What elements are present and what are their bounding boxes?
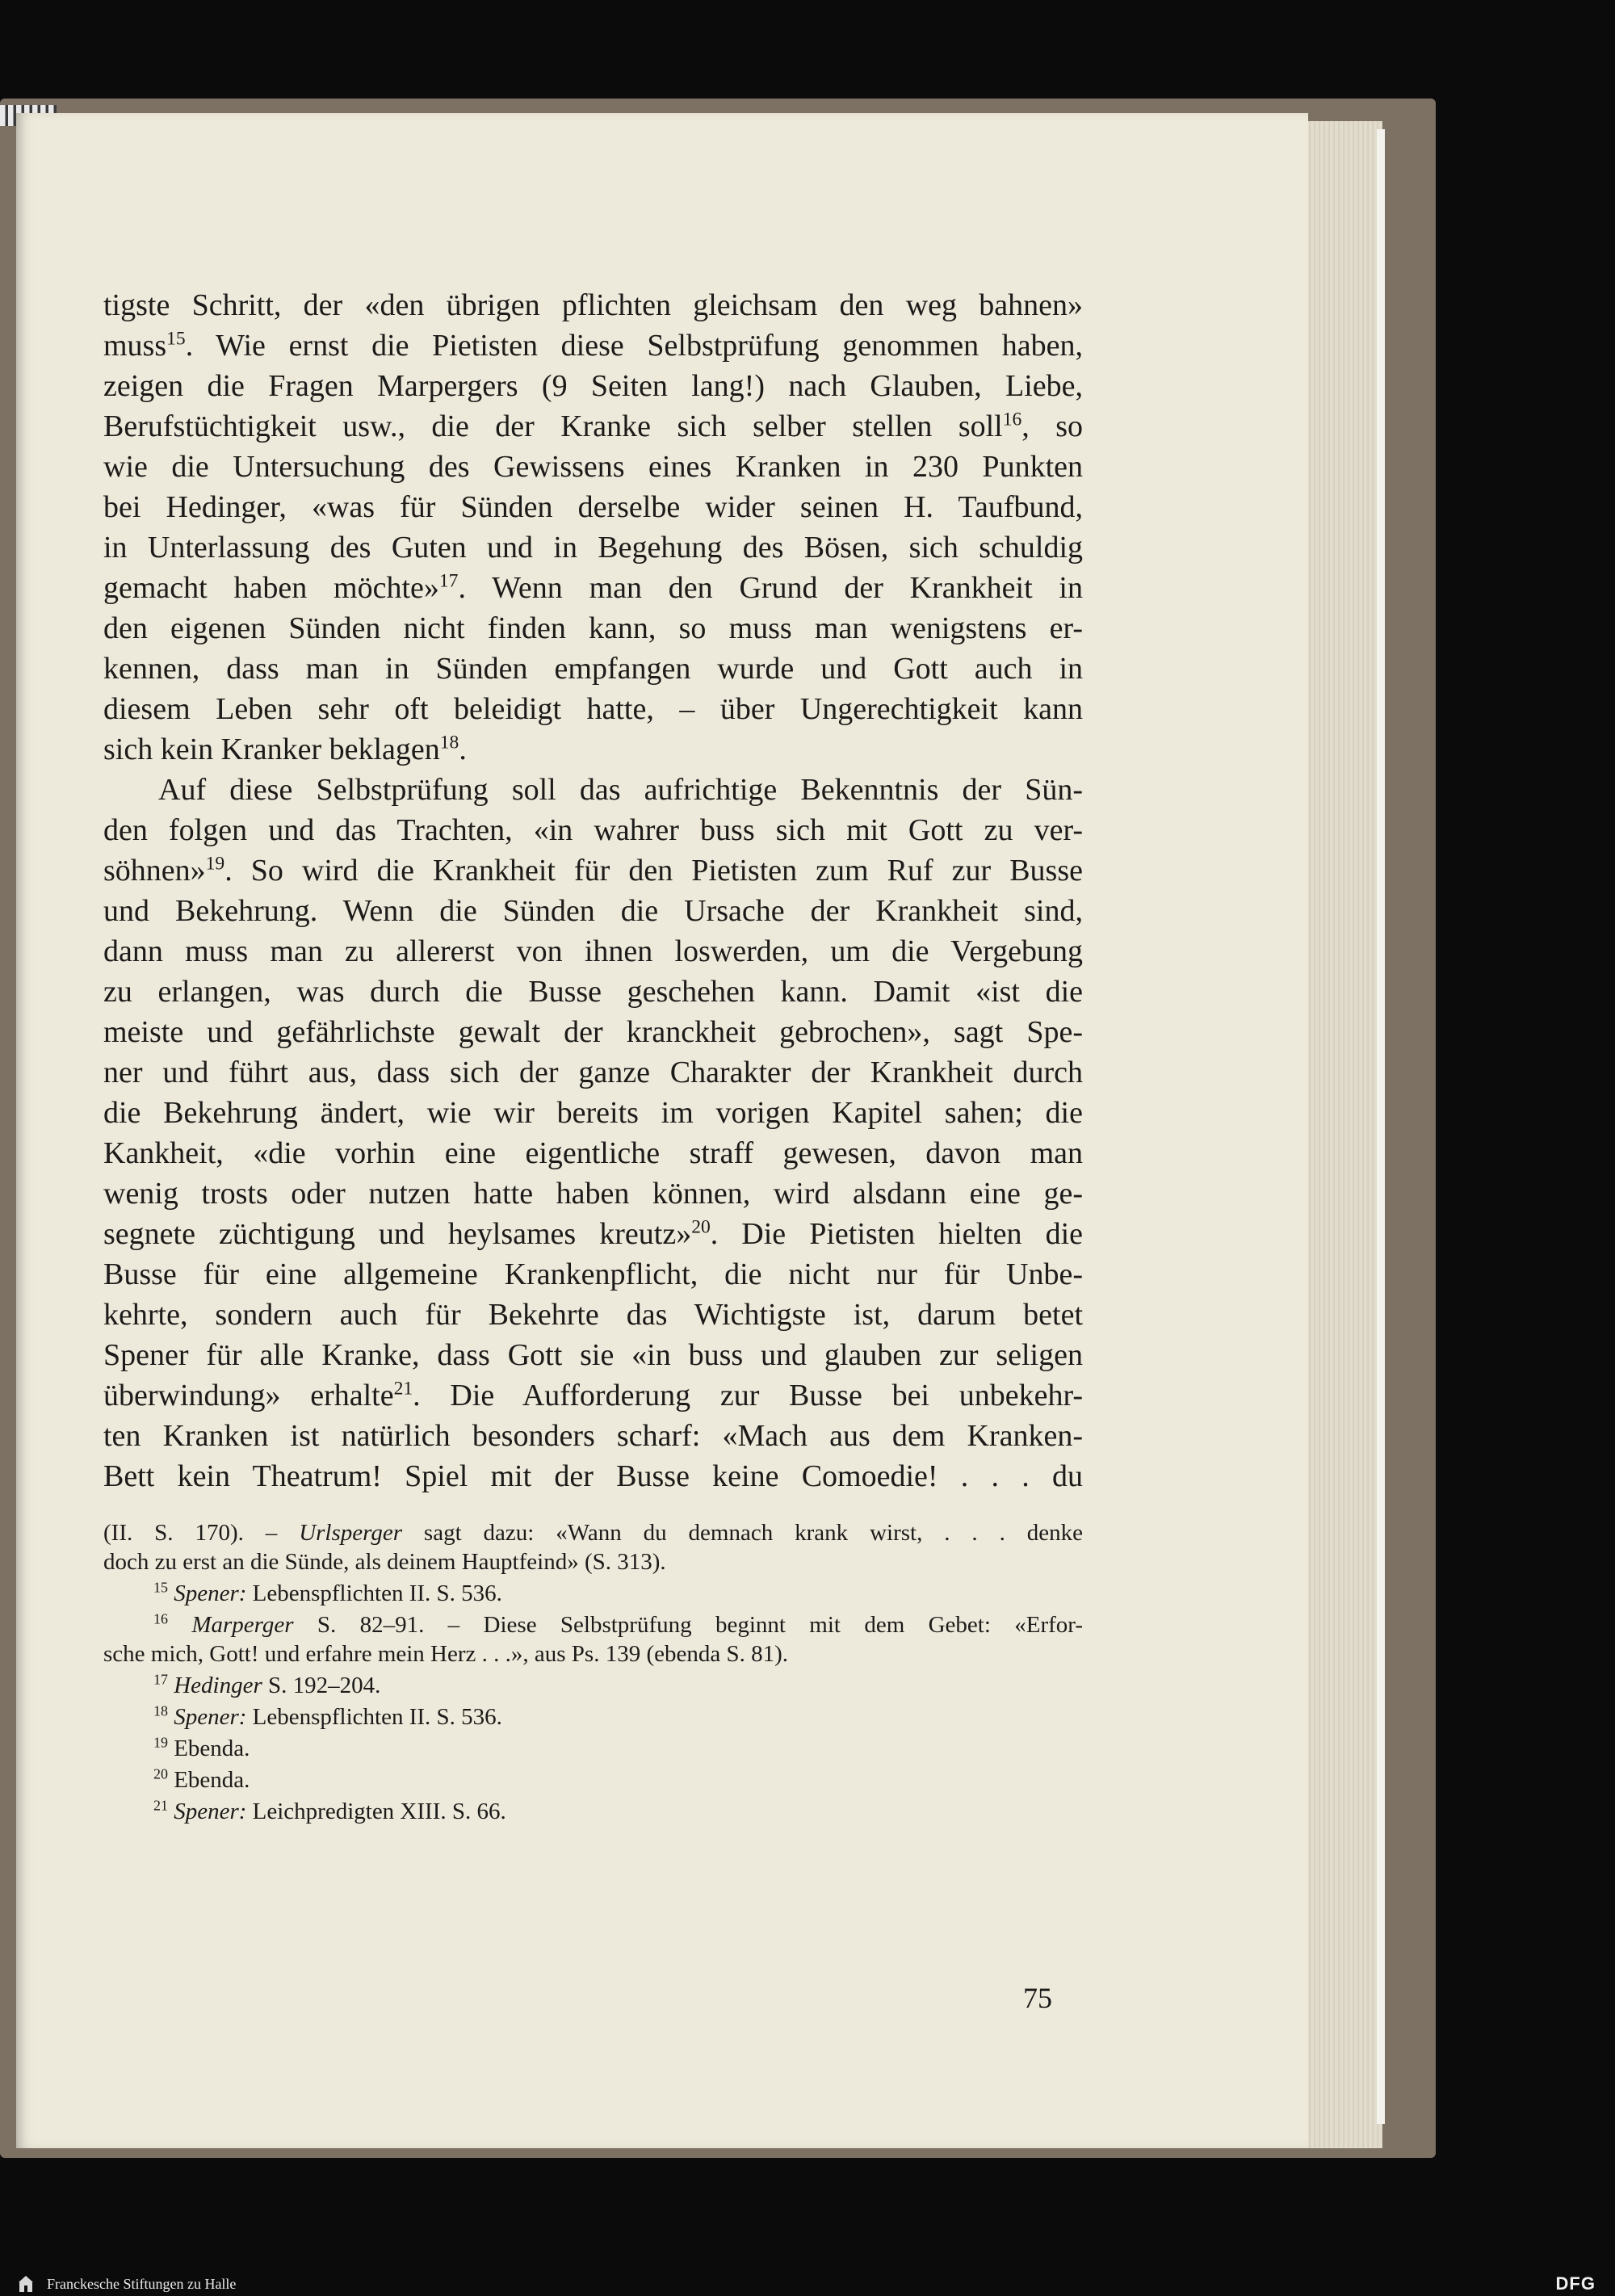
footnote-line: doch zu erst an die Sünde, als deinem Hauptfeind» (S. 313). (103, 1549, 666, 1575)
text-line: kehrte, sondern auch für Bekehrte das Wichtigste ist, darum betet (103, 1298, 1083, 1332)
text-line: Kankheit, «die vorhin eine eigentliche straff gewesen, davon man (103, 1136, 1083, 1170)
text-line: in Unterlassung des Guten und in Begehung des Bösen, sich schuldig (103, 531, 1083, 565)
page-edge-highlight (1377, 129, 1385, 2124)
footnote-line: (II. S. 170). – Urlsperger sagt dazu: «Wann du demnach krank wirst, . . . denke (103, 1520, 1083, 1546)
text-line: dann muss man zu allererst von ihnen loswerden, um die Vergebung (103, 934, 1083, 968)
footnote-ref: 17 (438, 570, 459, 592)
text-line: sich kein Kranker beklagen$^{18}$. (103, 732, 467, 766)
text-line: Spener für alle Kranke, dass Gott sie «in buss und glauben zur seligen (103, 1338, 1083, 1372)
page-number: 75 (1023, 1982, 1052, 2014)
footnote-ref: 20 (691, 1216, 711, 1238)
text-line: bei Hedinger, «was für Sünden derselbe wider seinen H. Taufbund, (103, 490, 1083, 524)
text-line: zeigen die Fragen Marpergers (9 Seiten lang!) nach Glauben, Liebe, (103, 369, 1083, 403)
institution-name: Franckesche Stiftungen zu Halle (47, 2276, 237, 2292)
text-line: gemacht haben möchte»$^{17}$. Wenn man den Grund der Krankheit in (103, 570, 1083, 605)
footnote-16-cont: sche mich, Gott! und erfahre mein Herz . . .», aus Ps. 139 (ebenda S. 81). (103, 1641, 789, 1667)
text-line: den eigenen Sünden nicht finden kann, so muss man wenigstens er- (103, 611, 1083, 645)
text-line: wenig trosts oder nutzen hatte haben können, wird alsdann eine ge- (103, 1177, 1083, 1211)
footnote-21: $^{21}$ Spener: Leichpredigten XIII. S. 66. (153, 1797, 506, 1824)
footnote-16: $^{16}$ Marperger S. 82–91. – Diese Selbstprüfung beginnt mit dem Gebet: «Erfor- (153, 1610, 1084, 1638)
footnote-18: $^{18}$ Spener: Lebenspflichten II. S. 536. (153, 1702, 502, 1730)
text-line: den folgen und das Trachten, «in wahrer buss sich mit Gott zu ver- (103, 813, 1083, 847)
footnote-19: $^{19}$ Ebenda. (153, 1734, 250, 1761)
footnote-ref: 19 (205, 853, 225, 875)
footnote-ref: 16 (1002, 409, 1022, 430)
text-line: zu erlangen, was durch die Busse geschehen kann. Damit «ist die (103, 975, 1083, 1009)
text-line: kennen, dass man in Sünden empfangen wurde und Gott auch in (103, 652, 1083, 686)
footnote-17: $^{17}$ Hedinger S. 192–204. (153, 1671, 381, 1698)
footnote-ref: 18 (439, 732, 459, 753)
text-line: überwindung» erhalte$^{21}$. Die Aufforderung zur Busse bei unbekehr- (103, 1378, 1083, 1412)
text-line: tigste Schritt, der «den übrigen pflichten gleichsam den weg bahnen» (103, 288, 1083, 322)
text-line: Berufstüchtigkeit usw., die der Kranke sich selber stellen soll$^{16}$, so (103, 409, 1084, 443)
text-line: diesem Leben sehr oft beleidigt hatte, – über Ungerechtigkeit kann (103, 692, 1083, 726)
footer-bar (0, 2272, 1615, 2296)
text-line: söhnen»$^{19}$. So wird die Krankheit für den Pietisten zum Ruf zur Busse (103, 853, 1083, 888)
footnote-20: $^{20}$ Ebenda. (153, 1765, 250, 1793)
dfg-logo: DFG (1555, 2273, 1596, 2294)
text-line: Busse für eine allgemeine Krankenpflicht, die nicht nur für Unbe- (103, 1257, 1083, 1291)
text-line: meiste und gefährlichste gewalt der kranckheit gebrochen», sagt Spe- (103, 1015, 1083, 1049)
text-line: Bett kein Theatrum! Spiel mit der Busse keine Comoedie! . . . du (103, 1459, 1083, 1493)
text-line: muss$^{15}$. Wie ernst die Pietisten diese Selbstprüfung genommen haben, (103, 328, 1083, 363)
institution-logo-icon (18, 2274, 34, 2294)
footnote-ref: 15 (166, 328, 186, 350)
footnote-15: $^{15}$ Spener: Lebenspflichten II. S. 536. (153, 1579, 502, 1606)
text-line: und Bekehrung. Wenn die Sünden die Ursache der Krankheit sind, (103, 894, 1083, 928)
text-line: ner und führt aus, dass sich der ganze Charakter der Krankheit durch (103, 1056, 1083, 1089)
page-edges (1302, 121, 1382, 2148)
footnote-ref: 21 (393, 1378, 413, 1400)
book-page (16, 113, 1308, 2148)
text-line: segnete züchtigung und heylsames kreutz»$^{20}$. Die Pietisten hielten die (103, 1216, 1083, 1251)
text-line: ten Kranken ist natürlich besonders scharf: «Mach aus dem Kranken- (103, 1419, 1083, 1453)
text-line: die Bekehrung ändert, wie wir bereits im vorigen Kapitel sahen; die (103, 1096, 1083, 1130)
text-line: Auf diese Selbstprüfung soll das aufrichtige Bekenntnis der Sün- (158, 773, 1083, 807)
text-line: wie die Untersuchung des Gewissens eines Kranken in 230 Punkten (103, 450, 1083, 484)
